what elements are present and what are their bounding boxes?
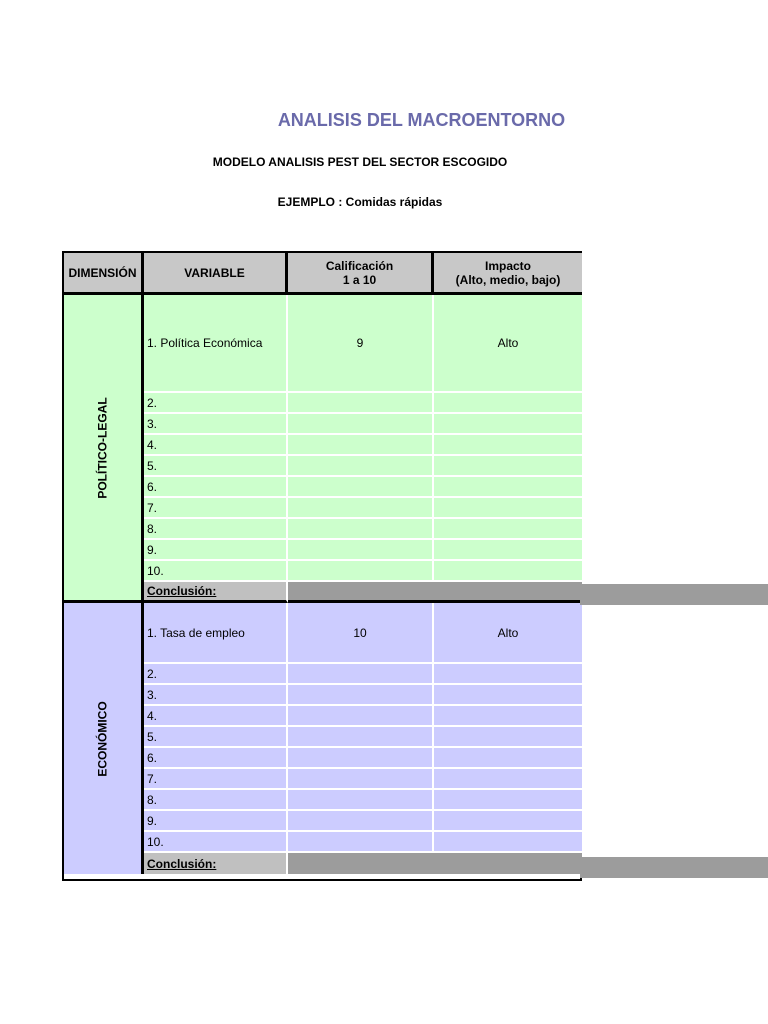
rating-cell[interactable]	[288, 748, 434, 769]
page-subtitle: MODELO ANALISIS PEST DEL SECTOR ESCOGIDO	[212, 155, 508, 169]
impact-cell[interactable]: Alto	[434, 603, 582, 664]
header-impact	[434, 253, 582, 295]
variable-cell[interactable]: 2.	[144, 664, 288, 685]
impact-cell[interactable]	[434, 685, 582, 706]
rating-cell[interactable]	[288, 664, 434, 685]
impact-cell[interactable]	[434, 561, 582, 582]
conclusion-extension-bar	[580, 857, 768, 878]
variable-cell[interactable]: 5.	[144, 456, 288, 477]
rating-cell[interactable]	[288, 727, 434, 748]
variable-cell[interactable]: 9.	[144, 811, 288, 832]
pest-table	[62, 251, 582, 881]
impact-cell[interactable]	[434, 769, 582, 790]
variable-cell[interactable]: 5.	[144, 727, 288, 748]
variable-cell[interactable]: 6.	[144, 748, 288, 769]
rating-cell[interactable]: 9	[288, 295, 434, 393]
impact-cell[interactable]	[434, 832, 582, 853]
impact-cell[interactable]	[434, 435, 582, 456]
rating-cell[interactable]	[288, 435, 434, 456]
conclusion-label: Conclusión:	[144, 582, 288, 603]
variable-cell[interactable]: 8.	[144, 519, 288, 540]
impact-cell[interactable]	[434, 811, 582, 832]
rating-cell[interactable]	[288, 393, 434, 414]
variable-cell[interactable]: 6.	[144, 477, 288, 498]
rating-cell[interactable]	[288, 540, 434, 561]
impact-cell[interactable]	[434, 664, 582, 685]
variable-cell[interactable]: 7.	[144, 498, 288, 519]
rating-cell[interactable]	[288, 498, 434, 519]
variable-cell[interactable]: 3.	[144, 685, 288, 706]
impact-cell[interactable]	[434, 706, 582, 727]
header-impact-line2: (Alto, medio, bajo)	[455, 272, 561, 287]
impact-cell[interactable]	[434, 414, 582, 435]
impact-cell[interactable]	[434, 498, 582, 519]
rating-cell[interactable]: 10	[288, 603, 434, 664]
variable-cell[interactable]: 4.	[144, 435, 288, 456]
impact-cell[interactable]	[434, 477, 582, 498]
variable-cell[interactable]: 2.	[144, 393, 288, 414]
rating-cell[interactable]	[288, 832, 434, 853]
rating-cell[interactable]	[288, 519, 434, 540]
conclusion-extension-bar	[580, 584, 768, 605]
dimension-economico	[64, 603, 144, 874]
variable-cell[interactable]: 9.	[144, 540, 288, 561]
impact-cell[interactable]	[434, 393, 582, 414]
rating-cell[interactable]	[288, 685, 434, 706]
rating-cell[interactable]	[288, 477, 434, 498]
conclusion-label: Conclusión:	[144, 853, 288, 874]
example-label: EJEMPLO : Comidas rápidas	[277, 195, 443, 209]
impact-cell[interactable]	[434, 790, 582, 811]
header-impact-line1: Impacto	[484, 258, 531, 273]
variable-cell[interactable]: 3.	[144, 414, 288, 435]
header-variable: VARIABLE	[144, 253, 288, 295]
header-rating-line2: 1 a 10	[342, 272, 377, 287]
header-rating-line1: Calificación	[325, 258, 394, 273]
dimension-label: ECONÓMICO	[95, 700, 110, 777]
impact-cell[interactable]: Alto	[434, 295, 582, 393]
rating-cell[interactable]	[288, 414, 434, 435]
variable-cell[interactable]: 1. Tasa de empleo	[144, 603, 288, 664]
rating-cell[interactable]	[288, 706, 434, 727]
page-title: ANALISIS DEL MACROENTORNO	[277, 110, 566, 130]
variable-cell[interactable]: 8.	[144, 790, 288, 811]
rating-cell[interactable]	[288, 769, 434, 790]
rating-cell[interactable]	[288, 811, 434, 832]
impact-cell[interactable]	[434, 727, 582, 748]
variable-cell[interactable]: 10.	[144, 561, 288, 582]
rating-cell[interactable]	[288, 561, 434, 582]
rating-cell[interactable]	[288, 790, 434, 811]
variable-cell[interactable]: 7.	[144, 769, 288, 790]
impact-cell[interactable]	[434, 540, 582, 561]
dimension-label: POLÍTICO-LEGAL	[95, 396, 110, 499]
variable-cell[interactable]: 1. Política Económica	[144, 295, 288, 393]
impact-cell[interactable]	[434, 456, 582, 477]
header-dimension: DIMENSIÓN	[64, 253, 144, 295]
impact-cell[interactable]	[434, 748, 582, 769]
dimension-politico-legal	[64, 295, 144, 603]
impact-cell[interactable]	[434, 519, 582, 540]
header-rating	[288, 253, 434, 295]
rating-cell[interactable]	[288, 456, 434, 477]
conclusion-field[interactable]	[288, 853, 582, 874]
variable-cell[interactable]: 4.	[144, 706, 288, 727]
conclusion-field[interactable]	[288, 582, 582, 603]
variable-cell[interactable]: 10.	[144, 832, 288, 853]
